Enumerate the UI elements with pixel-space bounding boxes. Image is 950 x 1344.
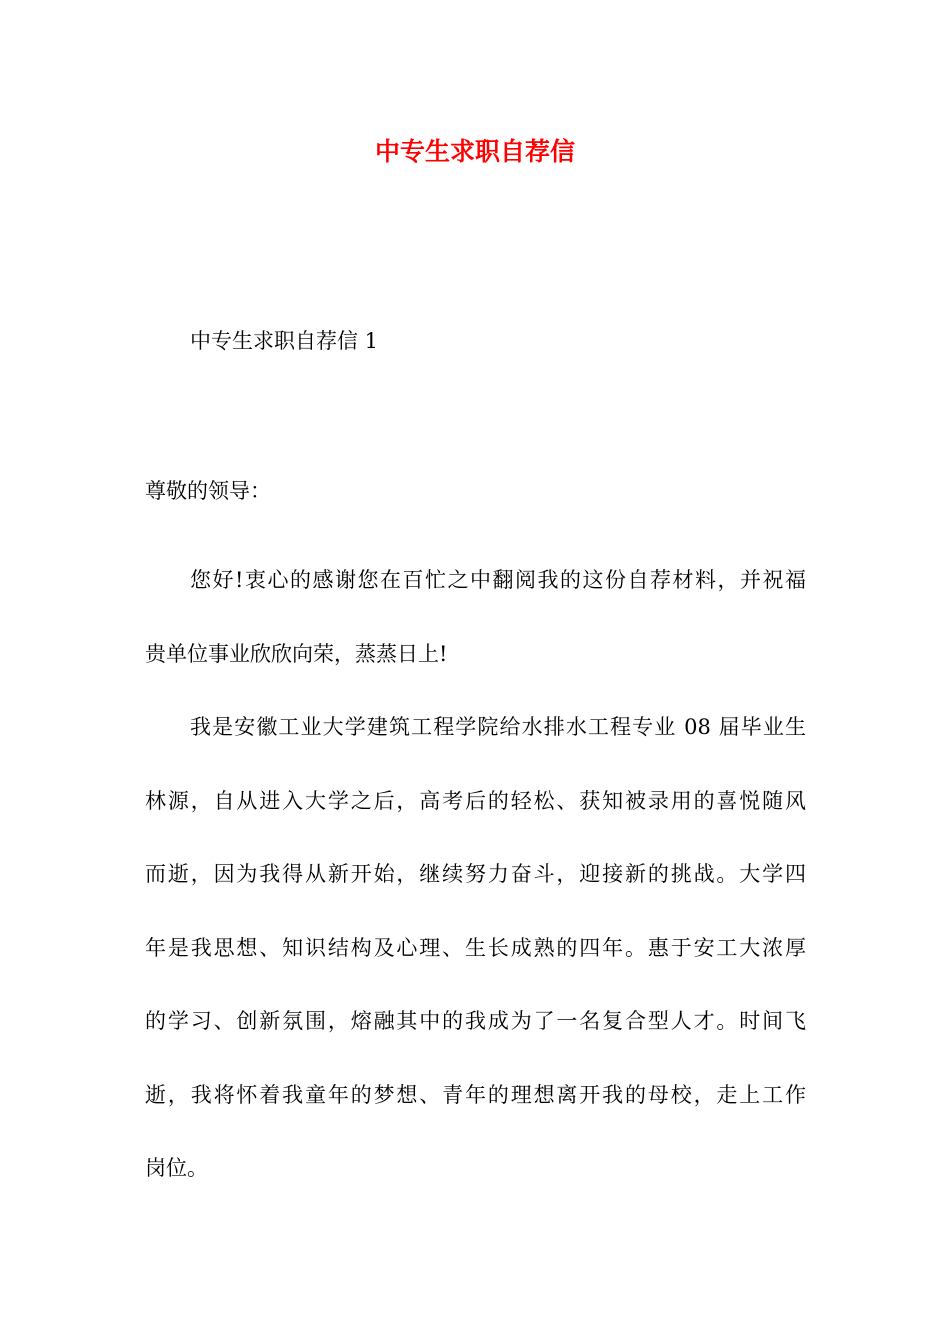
paragraph-line: 贵单位事业欣欣向荣，蒸蒸日上! xyxy=(145,641,448,666)
paragraph-line: 年是我思想、知识结构及心理、生长成熟的四年。惠于安工大浓厚 xyxy=(145,935,806,960)
paragraph-introduction xyxy=(145,691,806,1206)
paragraph-line: 岗位。 xyxy=(145,1156,208,1180)
paragraph-line: 林源，自从进入大学之后，高考后的轻松、获知被录用的喜悦随风 xyxy=(145,788,806,813)
document-title: 中专生求职自荐信 xyxy=(374,137,575,166)
paragraph-line: 而逝，因为我得从新开始，继续努力奋斗，迎接新的挑战。大学四 xyxy=(145,862,806,886)
paragraph-line: 我是安徽工业大学建筑工程学院给水排水工程专业 08 届毕业生 xyxy=(190,715,806,739)
paragraph-greeting xyxy=(145,544,806,691)
paragraph-line: 您好!衷心的感谢您在百忙之中翻阅我的这份自荐材料，并祝福 xyxy=(190,568,806,592)
letter-subtitle: 中专生求职自荐信 1 xyxy=(190,329,379,353)
paragraph-line: 的学习、创新氛围，熔融其中的我成为了一名复合型人才。时间飞 xyxy=(145,1009,806,1033)
paragraph-line: 逝，我将怀着我童年的梦想、青年的理想离开我的母校，走上工作 xyxy=(145,1082,806,1107)
salutation: 尊敬的领导： xyxy=(145,479,271,503)
